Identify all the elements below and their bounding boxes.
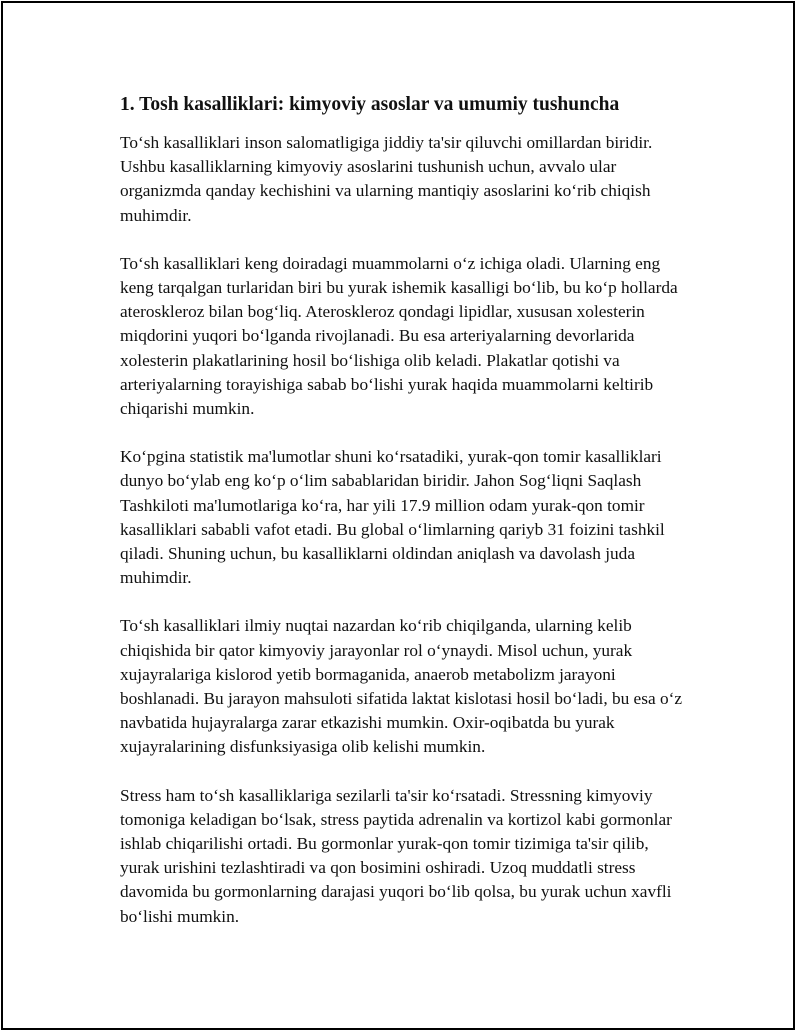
paragraph-2: To‘sh kasalliklari keng doiradagi muammolarni o‘z ichiga oladi. Ularning eng keng tarqalgan turlaridan biri bu yurak ishemik kasalligi bo‘lib, bu ko‘p hollarda ateroskleroz bilan bog‘liq. Ateroskleroz qondagi lipidlar, xususan xolesterin miqdorini yuqori bo‘lganda rivojlanadi. Bu esa arteriyalarning devorlarida xolesterin plakatlarining hosil bo‘lishiga olib keladi. Plakatlar qotishi va arteriyalarning torayishiga sabab bo‘lishi yurak haqida muammolarni keltirib chiqarishi mumkin. [120, 253, 678, 419]
paragraph-4: To‘sh kasalliklari ilmiy nuqtai nazardan ko‘rib chiqilganda, ularning kelib chiqishida bir qator kimyoviy jarayonlar rol o‘ynaydi. Misol uchun, yurak xujayralariga kislorod yetib bormaganida, anaerob metabolizm jarayoni boshlanadi. Bu jarayon mahsuloti sifatida laktat kislotasi hosil bo‘ladi, bu esa o‘z navbatida hujayralarga zarar etkazishi mumkin. Oxir-oqibatda bu yurak xujayralarining disfunksiyasiga olib kelishi mumkin. [120, 616, 683, 757]
document-body [120, 91, 690, 953]
page-frame [1, 1, 795, 1030]
paragraph-1: To‘sh kasalliklari inson salomatligiga jiddiy ta'sir qiluvchi omillardan biridir. Ushbu kasalliklarning kimyoviy asoslarini tushunish uchun, avvalo ular organizmda qanday kechishini va ularning mantiqiy asoslarini ko‘rib chiqish muhimdir. [120, 133, 653, 225]
paragraph-3: Ko‘pgina statistik ma'lumotlar shuni ko‘rsatadiki, yurak-qon tomir kasalliklari dunyo bo‘ylab eng ko‘p o‘lim sabablaridan biridir. Jahon Sog‘liqni Saqlash Tashkiloti ma'lumotlariga ko‘ra, har yili 17.9 million odam yurak-qon tomir kasalliklari sababli vafot etadi. Bu global o‘limlarning qariyb 31 foizini tashkil qiladi. Shuning uchun, bu kasalliklarni oldindan aniqlash va davolash juda muhimdir. [120, 447, 665, 588]
paragraph-5: Stress ham to‘sh kasalliklariga sezilarli ta'sir ko‘rsatadi. Stressning kimyoviy tomoniga keladigan bo‘lsak, stress paytida adrenalin va kortizol kabi gormonlar ishlab chiqarilishi ortadi. Bu gormonlar yurak-qon tomir tizimiga ta'sir qilib, yurak urishini tezlashtiradi va qon bosimini oshiradi. Uzoq muddatli stress davomida bu gormonlarning darajasi yuqori bo‘lib qolsa, bu yurak uchun xavfli bo‘lishi mumkin. [120, 785, 672, 926]
document-title: 1. Tosh kasalliklari: kimyoviy asoslar va umumiy tushuncha [120, 94, 620, 115]
